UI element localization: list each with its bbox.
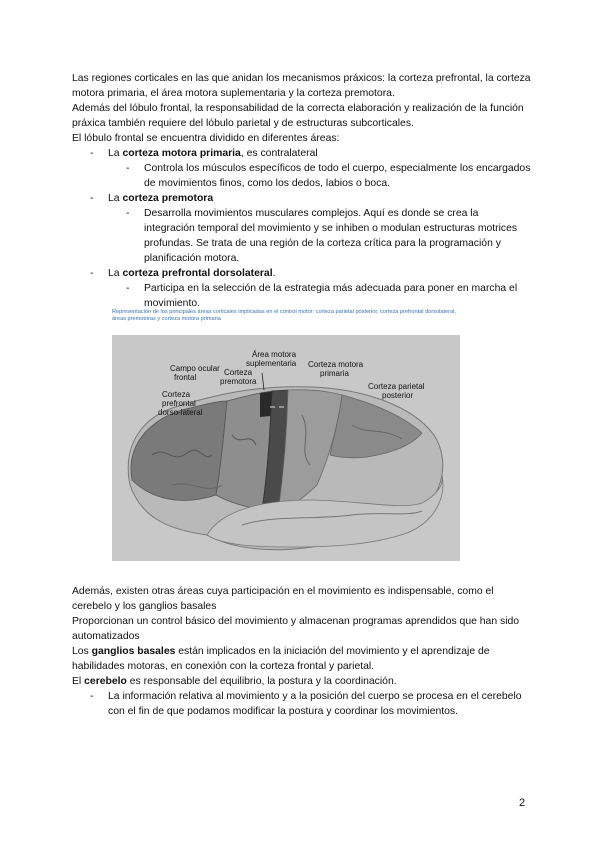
term-ganglios-basales: ganglios basales (91, 646, 176, 657)
label-campo-ocular-2: frontal (174, 373, 197, 382)
list-item: - La corteza premotora (90, 193, 214, 204)
sub-list-item: - Participa en la selección de la estrategia más adecuada para poner en marcha el movimiento. (126, 283, 518, 309)
intro-paragraph-1: Las regiones corticales en las que anidan los mecanismos práxicos: la corteza prefrontal, la corteza motora primaria, el área motora suplementaria y la corteza premotora. (72, 73, 531, 99)
label-prefrontal-3: dorso-lateral (158, 408, 203, 417)
paragraph-control-basico: Proporcionan un control básico del movimiento y almacenan programas aprendidos que han sido automatizados (72, 616, 520, 642)
figure-caption: Representación de los principales áreas corticales implicadas en el control motor: corteza parietal posterior, corteza prefrontal dorsolateral, áreas premotoras y corteza motora primaria (112, 309, 456, 322)
intro-paragraph-3: El lóbulo frontal se encuentra dividido en diferentes áreas: (72, 133, 340, 144)
label-campo-ocular: Campo ocular (170, 364, 220, 373)
list-item: - La información relativa al movimiento y a la posición del cuerpo se procesa en el cerebelo con el fin de que podamos modificar la postura y coordinar los movimientos. (90, 691, 522, 717)
label-prefrontal: Corteza (162, 390, 191, 399)
label-area-motora: Área motora (252, 350, 297, 359)
list-item: - La corteza prefrontal dorsolateral. (90, 268, 276, 279)
sub-list-item: - Desarrolla movimientos musculares complejos. Aquí es donde se crea la integración temporal del movimiento y se inhiben o modulan estructuras motrices profundas. Se trata de una región de la corteza crítica para la programación y planificación motora. (126, 208, 518, 264)
paragraph-cerebelo: El cerebelo es responsable del equilibrio, la postura y la coordinación. (72, 676, 397, 687)
label-area-motora-2: suplementaria (246, 359, 297, 368)
paragraph-ganglios: Los ganglios basales están implicados en la iniciación del movimiento y el aprendizaje de habilidades motoras, en conexión con la corteza frontal y parietal. (72, 646, 490, 672)
areas-list (72, 146, 532, 311)
intro-block (72, 71, 532, 311)
page-number: 2 (519, 797, 526, 809)
after-block (72, 584, 532, 719)
term-prefrontal-dorsolateral: corteza prefrontal dorsolateral (122, 268, 273, 279)
label-prefrontal-2: prefrontal (162, 399, 196, 408)
term-cerebelo: cerebelo (84, 676, 127, 687)
term-motora-primaria: corteza motora primaria (122, 148, 241, 159)
intro-paragraph-2: Además del lóbulo frontal, la responsabilidad de la correcta elaboración y realización de la función práxica también requiere del lóbulo parietal y de estructuras subcorticales. (72, 103, 524, 129)
label-parietal-2: posterior (382, 391, 414, 400)
brain-figure (112, 309, 460, 561)
brain-illustration (112, 335, 460, 561)
label-motora-primaria: Corteza motora (308, 360, 364, 369)
label-motora-primaria-2: primaria (320, 369, 349, 378)
label-premotora: Corteza (224, 368, 253, 377)
list-item: - La corteza motora primaria, es contralateral (90, 148, 318, 159)
paragraph-otras-areas: Además, existen otras áreas cuya participación en el movimiento es indispensable, como el cerebelo y los ganglios basales (72, 586, 494, 612)
term-premotora: corteza premotora (122, 193, 214, 204)
sub-list-item: - Controla los músculos específicos de todo el cuerpo, especialmente los encargados de movimientos finos, como los dedos, labios o boca. (126, 163, 531, 189)
label-parietal: Corteza parietal (368, 382, 425, 391)
label-premotora-2: premotora (220, 377, 257, 386)
